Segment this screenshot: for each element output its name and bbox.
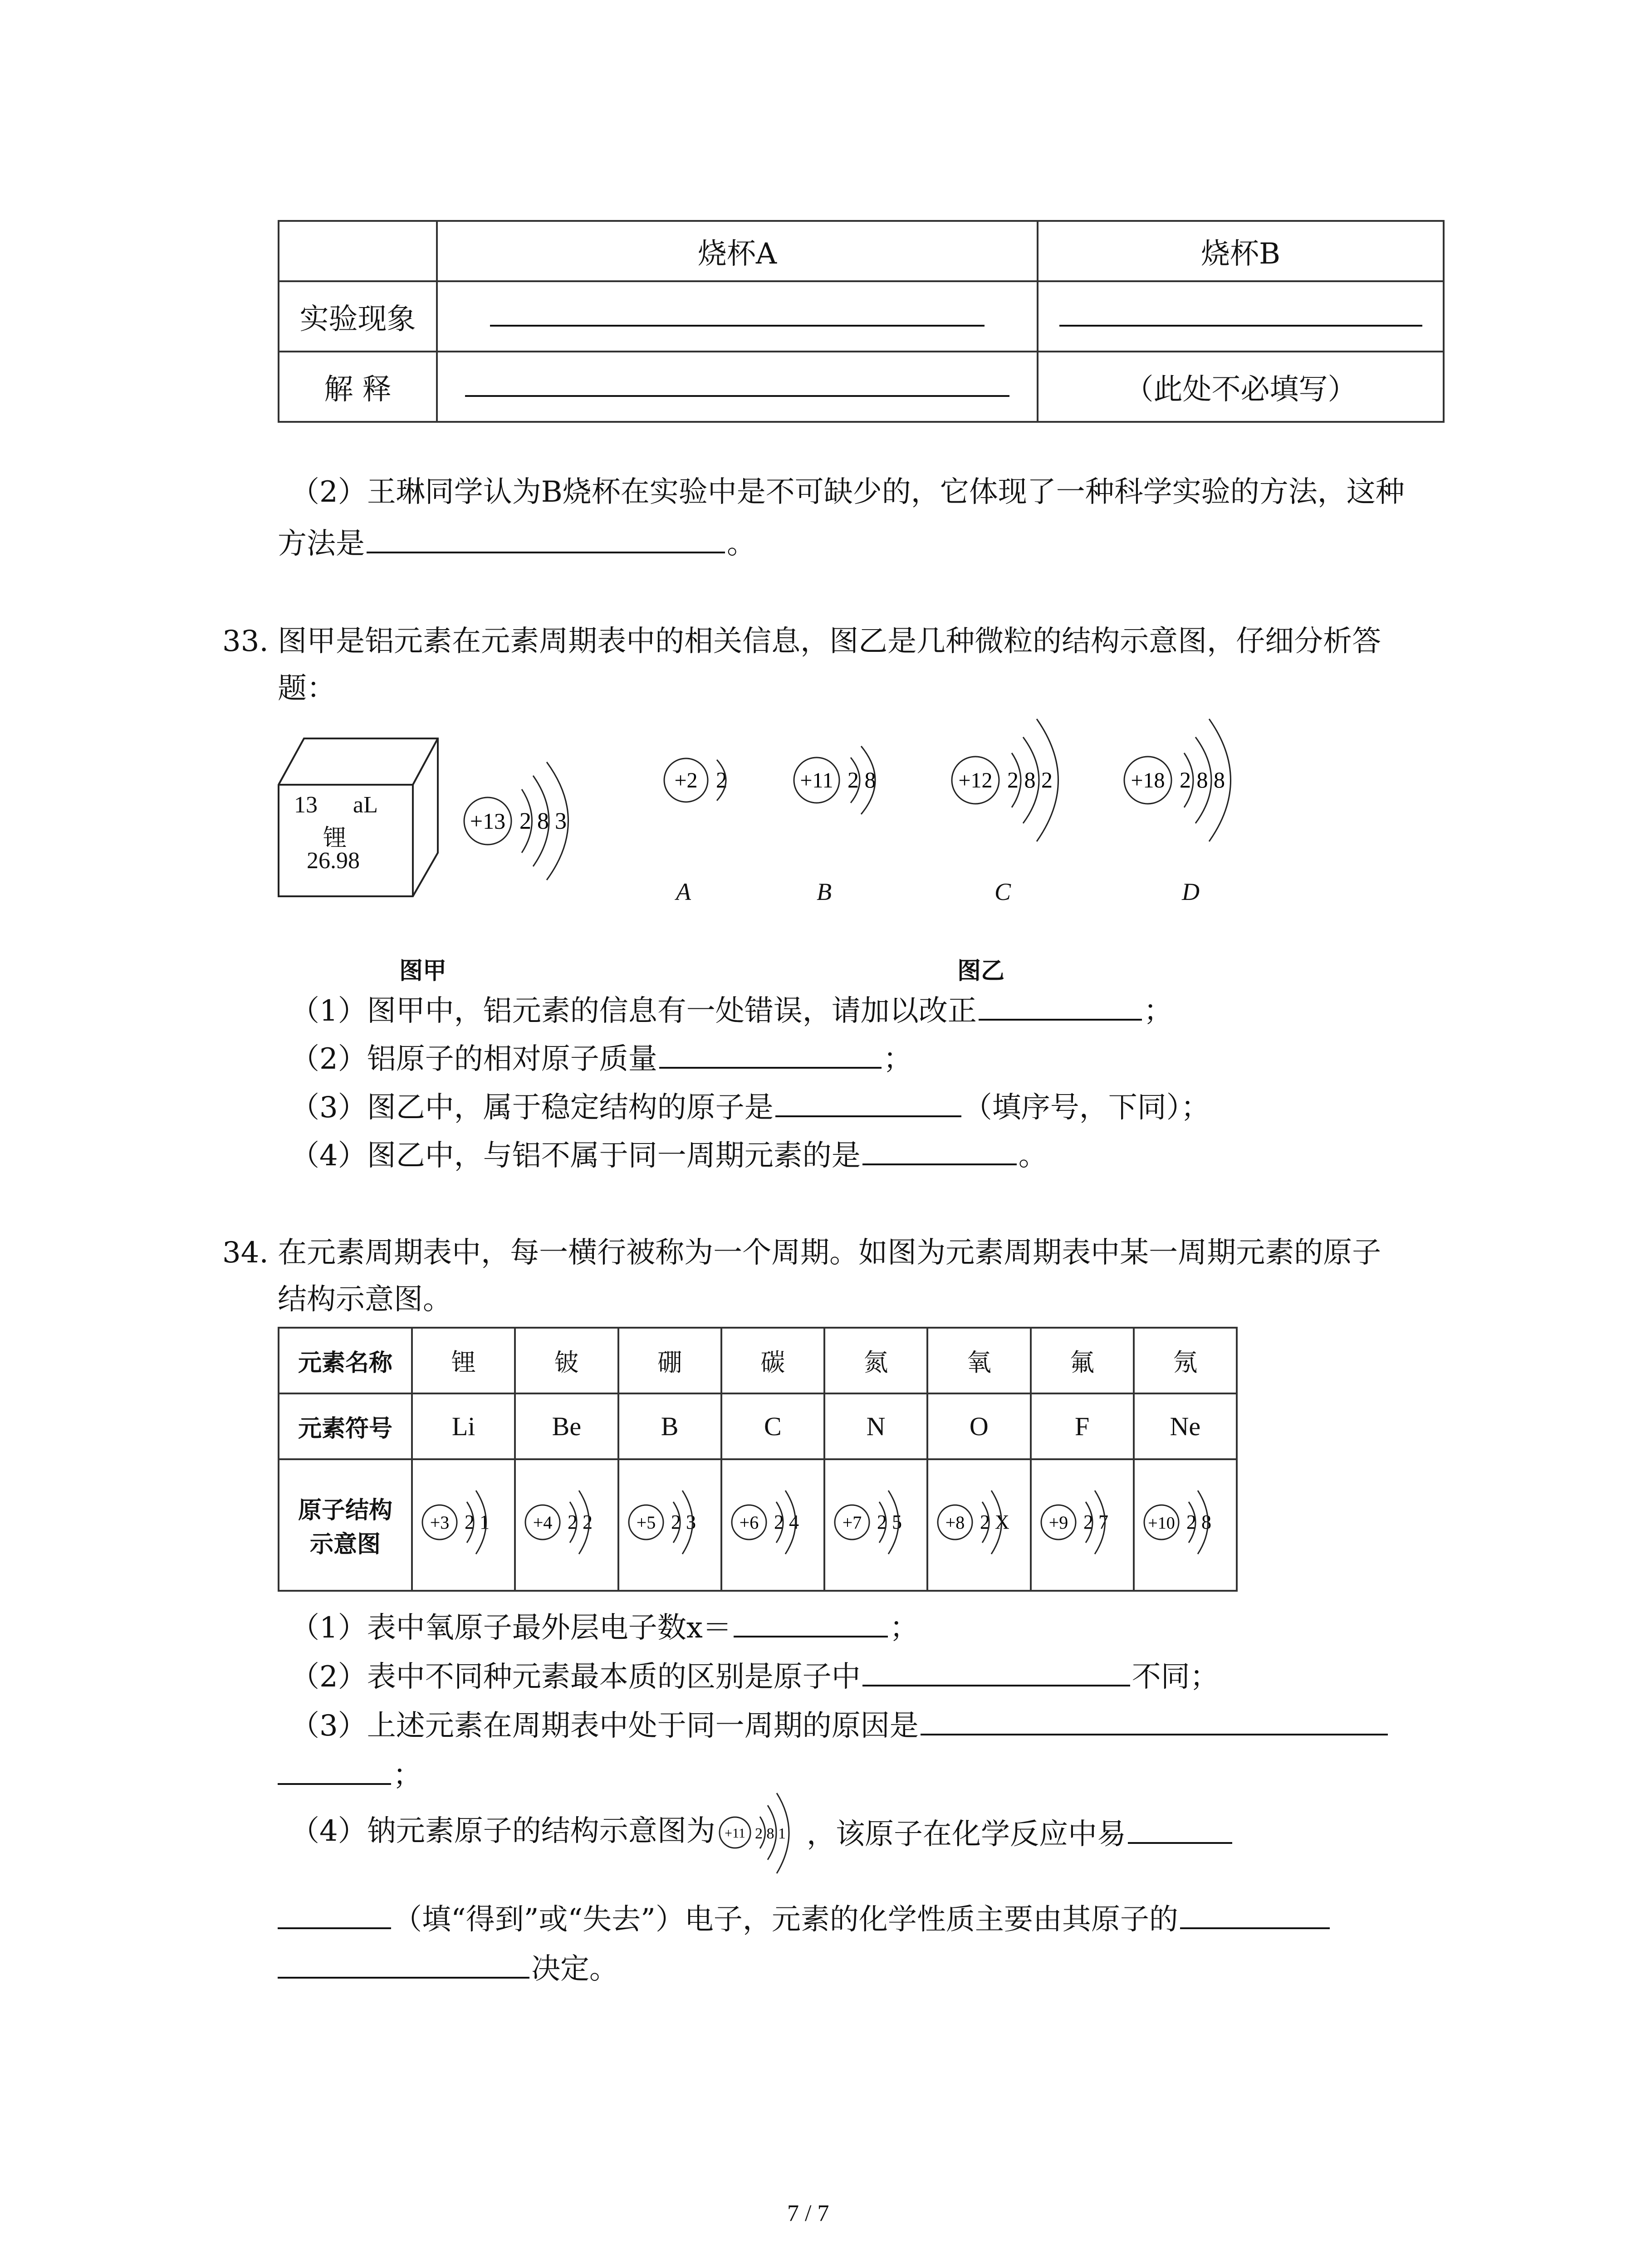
svg-text:+5: +5 [636,1512,656,1533]
atom-diagram [518,1468,615,1577]
svg-text:2 7: 2 7 [1083,1510,1108,1533]
svg-text:+6: +6 [739,1512,759,1533]
particle-c-label: C [994,878,1011,905]
q34-stem-line1: 34. 在元素周期表中，每一横行被称为一个周期。如图为元素周期表中某一周期元素的原子 [222,1236,1381,1270]
atom-diagram [724,1468,822,1577]
element-structure-row [279,1459,1237,1591]
q34-sub4-mid: ，该原子在化学反应中易 [807,1817,1234,1849]
element-table [278,1327,1238,1592]
q34-sub3-blank-line1[interactable] [921,1708,1388,1735]
q34-sub3: （3）上述元素在周期表中处于同一周期的原因是 [290,1708,1390,1740]
element-symbol: O [927,1393,1030,1459]
al-nucleus: +13 [470,808,506,834]
q34-sub2-blank[interactable] [862,1659,1130,1686]
beaker-table [278,220,1445,423]
element-name: 碳 [721,1328,824,1393]
q33-sub1-blank[interactable] [979,993,1142,1021]
phenomenon-a-cell [437,281,1038,352]
q34-sub4-blank4[interactable] [278,1951,529,1979]
element-name: 铍 [515,1328,618,1393]
figure-yi-label: 图乙 [957,958,1005,985]
q32-sub2-prefix: 方法是 [278,527,365,561]
svg-text:2 5: 2 5 [877,1510,902,1533]
atom-diagram [621,1468,719,1577]
q32-sub2-line1: （2）王琳同学认为B烧杯在实验中是不可缺少的，它体现了一种科学实验的方法，这种 [290,475,1405,509]
q34-sub3-cont: ； [278,1758,422,1790]
empty-header-cell [279,221,437,281]
names-header: 元素名称 [279,1328,412,1393]
element-name: 氧 [927,1328,1030,1393]
particle-d-label: D [1182,878,1200,905]
svg-text:2 8 2: 2 8 2 [1007,767,1053,792]
atom-diagram [1136,1468,1234,1577]
element-name: 氟 [1031,1328,1134,1393]
explain-a-blank[interactable] [465,370,1009,397]
element-names-row [279,1328,1237,1393]
q34-stem-line2: 结构示意图。 [278,1283,452,1316]
structure-cell [824,1459,927,1591]
structure-cell [412,1459,515,1591]
q33-stem-line2: 题： [278,672,336,705]
q34-sub3-blank-line2[interactable] [278,1758,391,1785]
q34-sub4: （4）钠元素原子的结构示意图为 [290,1814,715,1848]
header-beaker-a: 烧杯A [437,221,1038,281]
explain-a-cell [437,352,1038,422]
svg-text:2: 2 [716,767,727,792]
phenomenon-b-blank[interactable] [1059,299,1422,327]
svg-text:+12: +12 [958,768,993,792]
page-number: 7 / 7 [787,2200,829,2226]
svg-text:2 2: 2 2 [568,1510,593,1533]
q33-sub1: （1）图甲中，铝元素的信息有一处错误，请加以改正 ； [290,994,1173,1028]
al-shells: 2 8 3 [519,808,567,834]
svg-text:2 1: 2 1 [465,1510,490,1533]
cell-symbol: aL [353,792,378,818]
atom-diagram [930,1468,1028,1577]
sodium-atom-diagram [717,1785,821,1889]
structure-cell [618,1459,721,1591]
q34-sub4-line2: （填“得到”或“失去”）电子，元素的化学性质主要由其原子的 [278,1902,1332,1934]
svg-text:2 8: 2 8 [1186,1510,1211,1533]
q32-sub2-line2 [278,526,756,561]
svg-text:2 3: 2 3 [671,1510,696,1533]
element-name: 氮 [824,1328,927,1393]
svg-text:2 8: 2 8 [847,767,876,792]
particle-a-diagram [649,735,758,835]
svg-text:+8: +8 [945,1512,965,1533]
svg-text:+9: +9 [1048,1512,1068,1533]
header-beaker-b: 烧杯B [1038,221,1444,281]
explain-b-note: （此处不必填写） [1038,352,1444,422]
particle-d-diagram [1112,699,1266,871]
aluminum-atom-diagram [458,737,612,905]
element-symbol: N [824,1393,927,1459]
q33-sub2-blank[interactable] [659,1041,882,1069]
particle-b-diagram [780,726,907,844]
q34-sub4-blank1[interactable] [1128,1817,1232,1844]
q32-sub2-suffix: 。 [727,527,756,561]
structure-cell [721,1459,824,1591]
cell-atomic-number: 13 [294,792,318,818]
cell-mass: 26.98 [307,848,360,874]
symbols-header: 元素符号 [279,1393,412,1459]
q34-sub2: （2）表中不同种元素最本质的区别是原子中 不同； [290,1660,1219,1694]
q32-method-blank[interactable] [367,526,725,553]
svg-text:2 X: 2 X [980,1510,1010,1533]
svg-text:+4: +4 [533,1512,553,1533]
element-symbol: Li [412,1393,515,1459]
element-symbol: Be [515,1393,618,1459]
q34-sub4-blank3[interactable] [1180,1902,1330,1929]
q33-sub3: （3）图乙中，属于稳定结构的原子是 （填序号，下同）； [290,1091,1210,1124]
q34-sub4-line3: 决定。 [278,1951,618,1984]
atom-diagram [1034,1468,1131,1577]
svg-text:+18: +18 [1131,768,1165,792]
structure-cell [515,1459,618,1591]
svg-text:+7: +7 [842,1512,862,1533]
svg-text:+10: +10 [1148,1513,1175,1533]
row-phenomenon-label: 实验现象 [279,281,437,352]
row-explain-label: 解 释 [279,352,437,422]
structure-cell [1134,1459,1237,1591]
q34-sub1: （1）表中氧原子最外层电子数x＝ ； [290,1611,919,1645]
q33-sub4: （4）图乙中，与铝不属于同一周期元素的是 。 [290,1139,1048,1173]
svg-text:+2: +2 [674,768,698,792]
structure-cell [1031,1459,1134,1591]
svg-text:2 4: 2 4 [774,1510,799,1533]
svg-text:+3: +3 [430,1512,450,1533]
q33-sub4-blank[interactable] [862,1138,1017,1165]
structure-cell [927,1459,1030,1591]
phenomenon-a-blank[interactable] [490,299,985,327]
cell-name: 锂 [323,825,347,852]
atom-diagram [415,1468,512,1577]
particle-b-label: B [817,878,832,905]
element-symbol: Ne [1134,1393,1237,1459]
element-symbol: C [721,1393,824,1459]
phenomenon-b-cell [1038,281,1444,352]
svg-text:+11: +11 [725,1826,745,1841]
element-name: 硼 [618,1328,721,1393]
q34-sub1-blank[interactable] [734,1610,888,1637]
figure-jia-label: 图甲 [399,958,447,985]
structure-header: 原子结构 示意图 [279,1459,412,1591]
element-symbol: B [618,1393,721,1459]
svg-text:+11: +11 [800,768,833,792]
q33-stem-line1: 33. 图甲是铝元素在元素周期表中的相关信息，图乙是几种微粒的结构示意图，仔细分析答 [222,625,1381,658]
element-name: 锂 [412,1328,515,1393]
q33-sub2: （2）铝原子的相对原子质量 ； [290,1042,912,1076]
svg-text:2 8 8: 2 8 8 [1180,767,1225,792]
element-symbol: F [1031,1393,1134,1459]
atom-diagram [827,1468,925,1577]
particle-a-label: A [676,878,691,905]
particle-c-diagram [939,699,1093,871]
q34-sub4-blank2[interactable] [278,1902,391,1929]
element-symbols-row [279,1393,1237,1459]
svg-text:2 8 1: 2 8 1 [755,1825,786,1842]
element-name: 氖 [1134,1328,1237,1393]
q33-sub3-blank[interactable] [775,1090,961,1117]
